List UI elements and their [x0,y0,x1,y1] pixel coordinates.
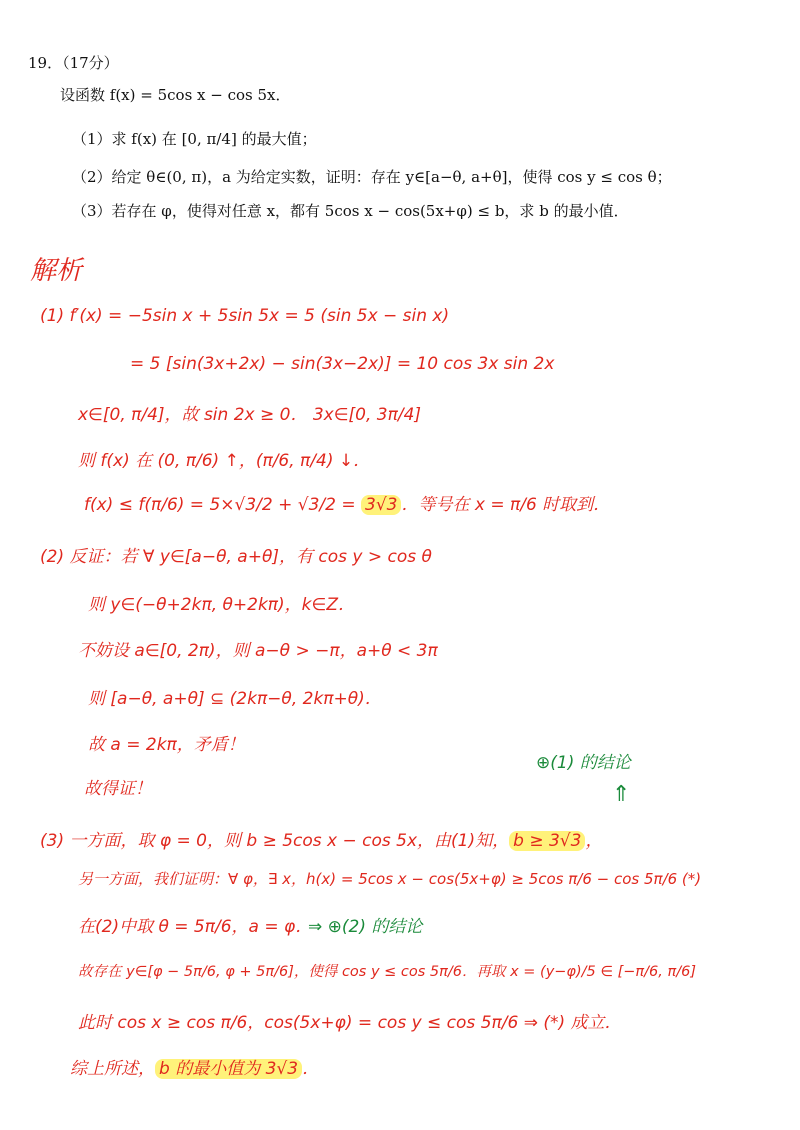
part2-line4: 则 [a−θ, a+θ] ⊆ (2kπ−θ, 2kπ+θ)． [88,689,382,709]
part3-intro: (3) 一方面，取 φ = 0，则 b ≥ 5cos x − cos 5x，由(1)知， [40,831,510,851]
part2-line5: 故 a = 2kπ，矛盾！ [88,735,245,755]
note-part2-result: ⇒ ⊕(2) 的结论 [308,917,423,937]
part3-line6 [70,1054,319,1079]
question-1: （1）求 f(x) 在 [0, π/4] 的最大值； [72,130,317,148]
part2-line2: 则 y∈(−θ+2kπ, θ+2kπ)，k∈Z． [88,595,355,615]
solution-title: 解析 [30,256,83,286]
question-3: （3）若存在 φ，使得对任意 x，都有 5cos x − cos(5x+φ) ≤ b，求 b 的最小值． [72,202,629,220]
problem-intro: 设函数 f(x) = 5cos x − cos 5x． [60,86,291,104]
part1-line2: = 5 [sin(3x+2x) − sin(3x−2x)] = 10 cos 3x sin 2x [130,354,555,374]
part1-line1: (1) f′(x) = −5sin x + 5sin 5x = 5 (sin 5x − sin x) [40,306,450,326]
part1-line5 [84,490,610,515]
part3-line4: 故存在 y∈[φ − 5π/6, φ + 5π/6]，使得 cos y ≤ cos 5π/6．再取 x = (y−φ)/5 ∈ [−π/6, π/6] [78,964,696,980]
part2-line1: (2) 反证：若 ∀ y∈[a−θ, a+θ]，有 cos y > cos θ [40,547,432,567]
part3-bound-highlight: b ≥ 3√3 [509,831,585,851]
part2-line3: 不妨设 a∈[0, 2π)，则 a−θ > −π，a+θ < 3π [78,641,438,661]
arrow-up-icon: ⇑ [612,782,631,807]
part1-line4: 则 f(x) 在 (0, π/6) ↑，(π/6, π/4) ↓． [78,451,371,471]
part3-comma: ， [585,831,603,851]
part3-line2: 另一方面，我们证明：∀ φ，∃ x，h(x) = 5cos x − cos(5x+φ) ≥ 5cos π/6 − cos 5π/6 (*) [78,870,702,888]
part3-line1 [40,826,602,851]
problem-header: 19．（17分） [28,54,119,72]
part3-line5: 此时 cos x ≥ cos π/6，cos(5x+φ) = cos y ≤ cos 5π/6 ⇒ (*) 成立． [78,1013,622,1033]
part1-line3: x∈[0, π/4]，故 sin 2x ≥ 0． 3x∈[0, 3π/4] [78,405,422,425]
part1-equality: ．等号在 x = π/6 时取到． [401,495,611,515]
part1-max-expr: f(x) ≤ f(π/6) = 5×√3/2 + √3/2 = [84,495,361,515]
part1-max-highlight: 3√3 [361,495,401,515]
conclusion-prefix: 综上所述， [70,1059,155,1079]
part3-line3: 在(2)中取 θ = 5π/6，a = φ． [78,917,313,937]
conclusion-highlight: b 的最小值为 3√3 [155,1059,302,1079]
question-2: （2）给定 θ∈(0, π)，a 为给定实数，证明：存在 y∈[a−θ, a+θ]，使得 cos y ≤ cos θ； [72,168,672,186]
part2-line6: 故得证！ [84,779,152,799]
conclusion-end: ． [302,1059,320,1079]
note-part1-result: ⊕(1) 的结论 [536,753,631,773]
